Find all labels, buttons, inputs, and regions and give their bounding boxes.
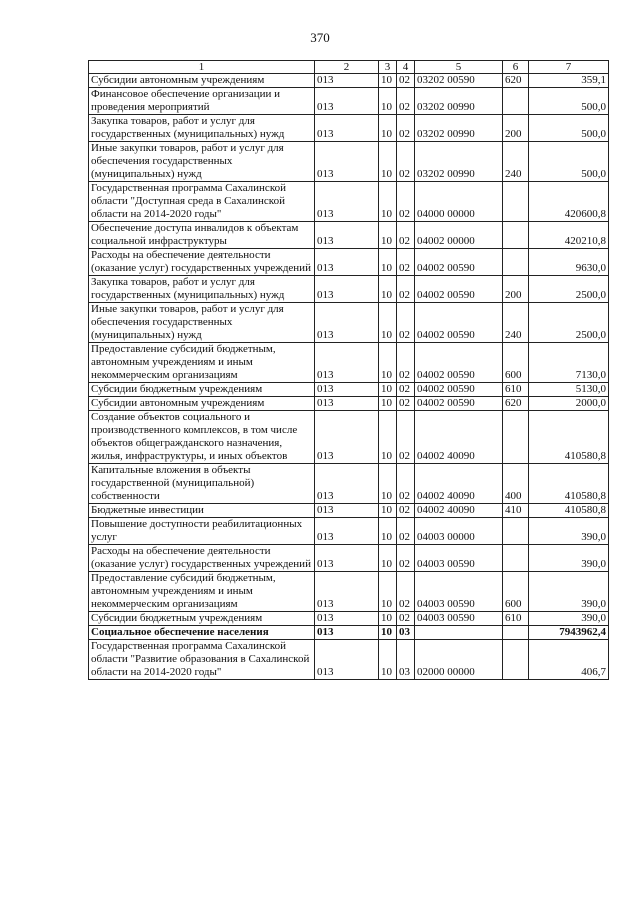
cell-name: Повышение доступности реабилитационных услуг	[89, 518, 315, 545]
column-header: 1	[89, 61, 315, 74]
cell-subsection: 02	[397, 115, 415, 142]
cell-section: 10	[379, 222, 397, 249]
cell-ministry-code: 013	[315, 74, 379, 88]
cell-subsection: 02	[397, 464, 415, 504]
cell-target-article: 04002 00590	[415, 383, 503, 397]
cell-amount: 410580,8	[529, 411, 609, 464]
cell-section: 10	[379, 115, 397, 142]
table-row	[89, 303, 609, 343]
cell-expense-type	[503, 626, 529, 640]
cell-section: 10	[379, 142, 397, 182]
cell-section: 10	[379, 249, 397, 276]
cell-subsection: 02	[397, 397, 415, 411]
cell-ministry-code: 013	[315, 612, 379, 626]
cell-amount: 410580,8	[529, 504, 609, 518]
table-row	[89, 518, 609, 545]
cell-subsection: 02	[397, 88, 415, 115]
cell-expense-type: 600	[503, 572, 529, 612]
cell-amount: 359,1	[529, 74, 609, 88]
cell-name: Субсидии бюджетным учреждениям	[89, 383, 315, 397]
table-row	[89, 74, 609, 88]
column-header: 5	[415, 61, 503, 74]
cell-subsection: 03	[397, 640, 415, 680]
table-header-row	[89, 61, 609, 74]
cell-ministry-code: 013	[315, 222, 379, 249]
cell-name: Субсидии бюджетным учреждениям	[89, 612, 315, 626]
cell-expense-type: 240	[503, 303, 529, 343]
cell-ministry-code: 013	[315, 182, 379, 222]
cell-expense-type: 410	[503, 504, 529, 518]
cell-section: 10	[379, 640, 397, 680]
cell-amount: 500,0	[529, 115, 609, 142]
cell-subsection: 02	[397, 343, 415, 383]
table-row	[89, 504, 609, 518]
table-row	[89, 343, 609, 383]
cell-name: Расходы на обеспечение деятельности (оказание услуг) государственных учреждений	[89, 249, 315, 276]
cell-expense-type	[503, 222, 529, 249]
cell-expense-type: 610	[503, 383, 529, 397]
cell-name: Расходы на обеспечение деятельности (оказание услуг) государственных учреждений	[89, 545, 315, 572]
cell-ministry-code: 013	[315, 545, 379, 572]
cell-name: Государственная программа Сахалинской области "Развитие образования в Сахалинской области на 2014-2020 годы"	[89, 640, 315, 680]
cell-expense-type: 200	[503, 276, 529, 303]
cell-subsection: 02	[397, 182, 415, 222]
table-body	[89, 74, 609, 680]
cell-amount: 390,0	[529, 572, 609, 612]
cell-section: 10	[379, 88, 397, 115]
column-header: 2	[315, 61, 379, 74]
table-row	[89, 142, 609, 182]
cell-name: Финансовое обеспечение организации и проведения мероприятий	[89, 88, 315, 115]
cell-ministry-code: 013	[315, 383, 379, 397]
cell-target-article: 04002 00590	[415, 343, 503, 383]
cell-subsection: 02	[397, 518, 415, 545]
cell-section: 10	[379, 383, 397, 397]
table-row	[89, 545, 609, 572]
cell-subsection: 02	[397, 572, 415, 612]
cell-subsection: 02	[397, 222, 415, 249]
cell-name: Субсидии автономным учреждениям	[89, 74, 315, 88]
cell-name: Государственная программа Сахалинской области "Доступная среда в Сахалинской области на 2014-2020 годы"	[89, 182, 315, 222]
cell-expense-type: 240	[503, 142, 529, 182]
cell-ministry-code: 013	[315, 142, 379, 182]
table-row	[89, 397, 609, 411]
cell-ministry-code: 013	[315, 464, 379, 504]
table-row	[89, 249, 609, 276]
cell-ministry-code: 013	[315, 276, 379, 303]
cell-expense-type: 600	[503, 343, 529, 383]
cell-section: 10	[379, 518, 397, 545]
cell-amount: 500,0	[529, 142, 609, 182]
cell-target-article: 04003 00590	[415, 572, 503, 612]
table-row	[89, 626, 609, 640]
cell-target-article: 02000 00000	[415, 640, 503, 680]
cell-section: 10	[379, 545, 397, 572]
cell-target-article: 03202 00590	[415, 74, 503, 88]
cell-section: 10	[379, 626, 397, 640]
cell-name: Обеспечение доступа инвалидов к объектам социальной инфраструктуры	[89, 222, 315, 249]
cell-section: 10	[379, 276, 397, 303]
column-header: 4	[397, 61, 415, 74]
cell-subsection: 02	[397, 545, 415, 572]
cell-name: Социальное обеспечение населения	[89, 626, 315, 640]
table-row	[89, 88, 609, 115]
table-row	[89, 612, 609, 626]
column-header: 7	[529, 61, 609, 74]
cell-amount: 406,7	[529, 640, 609, 680]
cell-ministry-code: 013	[315, 518, 379, 545]
cell-section: 10	[379, 343, 397, 383]
cell-ministry-code: 013	[315, 397, 379, 411]
cell-amount: 390,0	[529, 612, 609, 626]
cell-amount: 390,0	[529, 518, 609, 545]
cell-name: Предоставление субсидий бюджетным, автономным учреждениям и иным некоммерческим организациям	[89, 343, 315, 383]
cell-name: Закупка товаров, работ и услуг для государственных (муниципальных) нужд	[89, 276, 315, 303]
cell-ministry-code: 013	[315, 572, 379, 612]
cell-target-article: 03202 00990	[415, 115, 503, 142]
cell-expense-type	[503, 182, 529, 222]
cell-expense-type: 400	[503, 464, 529, 504]
cell-ministry-code: 013	[315, 303, 379, 343]
cell-section: 10	[379, 504, 397, 518]
cell-target-article: 04002 00590	[415, 276, 503, 303]
cell-target-article: 04003 00000	[415, 518, 503, 545]
cell-expense-type: 200	[503, 115, 529, 142]
cell-section: 10	[379, 74, 397, 88]
cell-target-article: 04002 00590	[415, 249, 503, 276]
table-row	[89, 222, 609, 249]
cell-subsection: 02	[397, 303, 415, 343]
cell-name: Капитальные вложения в объекты государственной (муниципальной) собственности	[89, 464, 315, 504]
cell-amount: 9630,0	[529, 249, 609, 276]
cell-expense-type	[503, 545, 529, 572]
cell-section: 10	[379, 303, 397, 343]
cell-subsection: 02	[397, 249, 415, 276]
cell-expense-type: 620	[503, 74, 529, 88]
cell-subsection: 02	[397, 74, 415, 88]
cell-target-article: 04000 00000	[415, 182, 503, 222]
cell-subsection: 03	[397, 626, 415, 640]
cell-section: 10	[379, 572, 397, 612]
cell-amount: 390,0	[529, 545, 609, 572]
cell-name: Субсидии автономным учреждениям	[89, 397, 315, 411]
cell-name: Предоставление субсидий бюджетным, автономным учреждениям и иным некоммерческим организациям	[89, 572, 315, 612]
cell-target-article: 04003 00590	[415, 545, 503, 572]
cell-amount: 5130,0	[529, 383, 609, 397]
budget-table	[88, 60, 609, 680]
cell-section: 10	[379, 397, 397, 411]
cell-subsection: 02	[397, 411, 415, 464]
cell-section: 10	[379, 182, 397, 222]
cell-ministry-code: 013	[315, 411, 379, 464]
cell-amount: 420600,8	[529, 182, 609, 222]
table-row	[89, 383, 609, 397]
cell-ministry-code: 013	[315, 249, 379, 276]
cell-subsection: 02	[397, 612, 415, 626]
table-row	[89, 464, 609, 504]
cell-amount: 2000,0	[529, 397, 609, 411]
table-row	[89, 572, 609, 612]
cell-name: Иные закупки товаров, работ и услуг для обеспечения государственных (муниципальных) нужд	[89, 142, 315, 182]
table-row	[89, 411, 609, 464]
table-row	[89, 276, 609, 303]
cell-expense-type: 620	[503, 397, 529, 411]
cell-name: Иные закупки товаров, работ и услуг для обеспечения государственных (муниципальных) нужд	[89, 303, 315, 343]
cell-name: Бюджетные инвестиции	[89, 504, 315, 518]
cell-expense-type: 610	[503, 612, 529, 626]
cell-target-article: 04002 00590	[415, 397, 503, 411]
column-header: 6	[503, 61, 529, 74]
cell-ministry-code: 013	[315, 504, 379, 518]
cell-section: 10	[379, 612, 397, 626]
cell-amount: 7130,0	[529, 343, 609, 383]
column-header: 3	[379, 61, 397, 74]
cell-section: 10	[379, 411, 397, 464]
cell-expense-type	[503, 411, 529, 464]
table-row	[89, 115, 609, 142]
cell-target-article: 04002 40090	[415, 411, 503, 464]
cell-target-article: 04002 00590	[415, 303, 503, 343]
cell-target-article	[415, 626, 503, 640]
cell-subsection: 02	[397, 504, 415, 518]
page-number: 370	[310, 30, 330, 45]
cell-expense-type	[503, 640, 529, 680]
cell-ministry-code: 013	[315, 88, 379, 115]
cell-amount: 2500,0	[529, 303, 609, 343]
cell-ministry-code: 013	[315, 343, 379, 383]
cell-expense-type	[503, 88, 529, 115]
cell-name: Создание объектов социального и производственного комплексов, в том числе объектов общегражданского назначения, жилья, инфраструктуры, и иных объектов	[89, 411, 315, 464]
cell-expense-type	[503, 518, 529, 545]
cell-subsection: 02	[397, 276, 415, 303]
cell-subsection: 02	[397, 383, 415, 397]
table-row	[89, 182, 609, 222]
cell-ministry-code: 013	[315, 640, 379, 680]
cell-amount: 410580,8	[529, 464, 609, 504]
cell-ministry-code: 013	[315, 115, 379, 142]
cell-target-article: 03202 00990	[415, 88, 503, 115]
cell-section: 10	[379, 464, 397, 504]
cell-amount: 500,0	[529, 88, 609, 115]
table-row	[89, 640, 609, 680]
cell-target-article: 04002 00000	[415, 222, 503, 249]
cell-target-article: 04002 40090	[415, 504, 503, 518]
cell-target-article: 04003 00590	[415, 612, 503, 626]
cell-ministry-code: 013	[315, 626, 379, 640]
cell-amount: 420210,8	[529, 222, 609, 249]
cell-expense-type	[503, 249, 529, 276]
cell-target-article: 03202 00990	[415, 142, 503, 182]
cell-amount: 7943962,4	[529, 626, 609, 640]
cell-amount: 2500,0	[529, 276, 609, 303]
cell-subsection: 02	[397, 142, 415, 182]
cell-target-article: 04002 40090	[415, 464, 503, 504]
cell-name: Закупка товаров, работ и услуг для государственных (муниципальных) нужд	[89, 115, 315, 142]
